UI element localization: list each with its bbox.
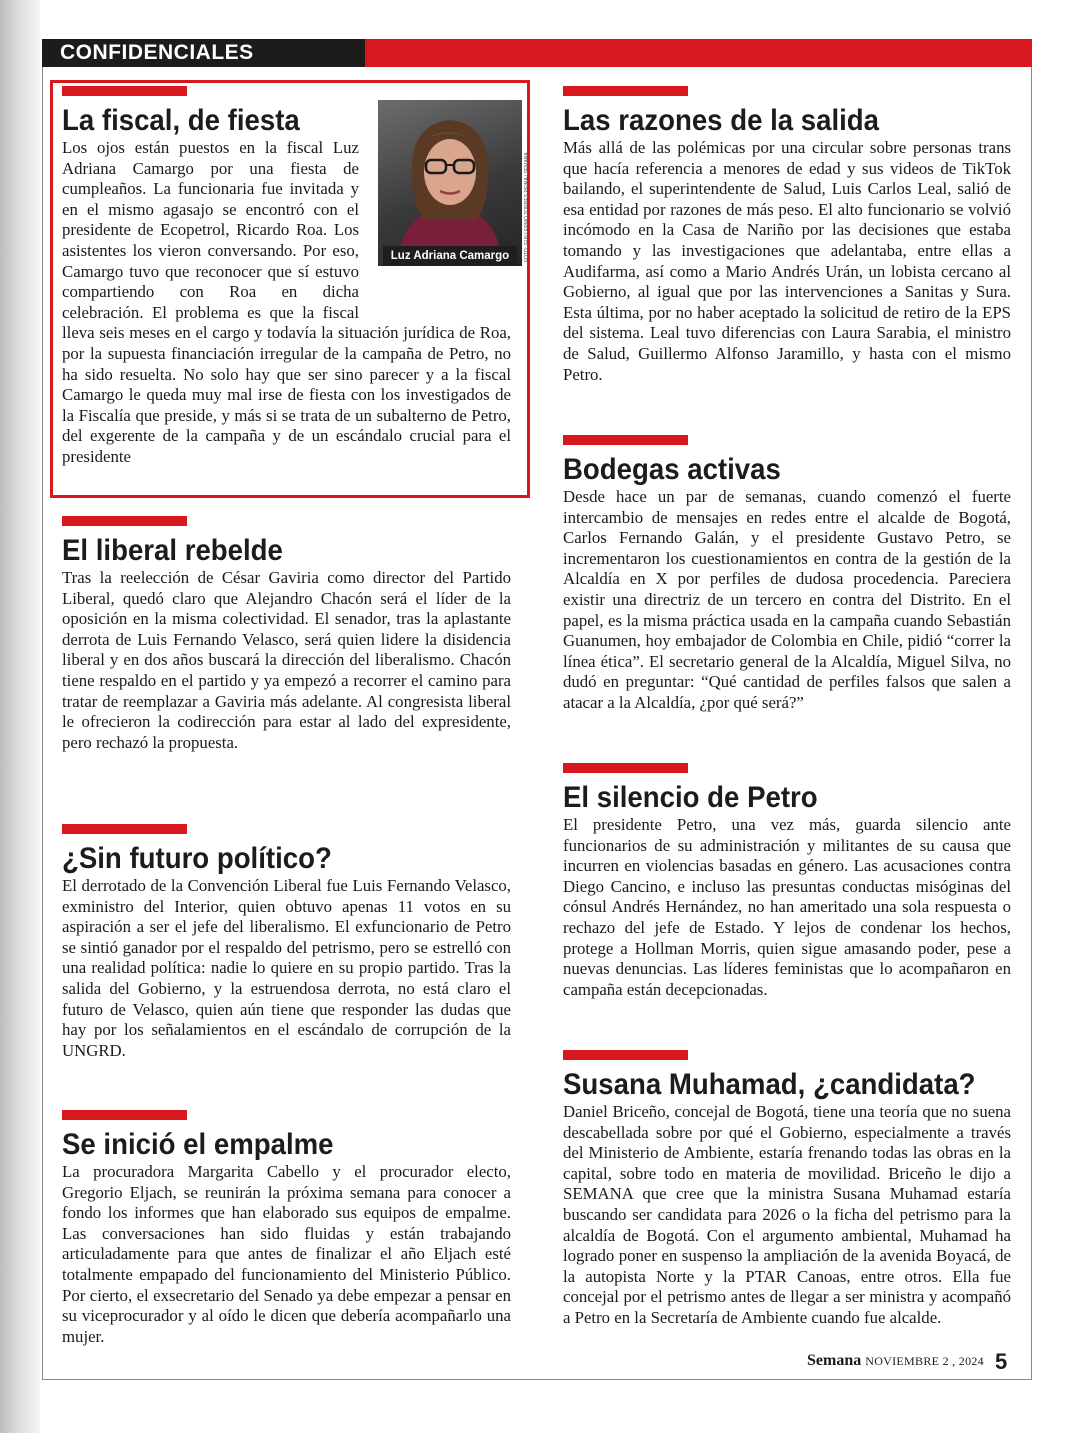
article-headline: ¿Sin futuro político? [62,842,332,875]
article-red-bar [62,1110,187,1120]
article-headline: El liberal rebelde [62,534,283,567]
article-red-bar [563,435,688,445]
photo-caption: Luz Adriana Camargo [383,246,517,266]
article-headline: Se inició el empalme [62,1128,334,1161]
article-body: Más allá de las polémicas por una circular sobre personas trans que hacía referencia a menores de edad y sus videos de TikTok bailando, el superintendente de Salud, Luis Carlos Leal, salió de esa entidad por razones de más peso. El alto funcionario se volvió incómodo en la Casa de Nariño por las decisiones que estaba tomando y las investigaciones que adelantaba, entre ellas a Audifarma, así como a Mario Andrés Urán, un lobista cercano al Gobierno, al igual que por las intervenciones a Sanitas y Sura. Esta última, por no haber aceptado la solicitud de retiro de la EPS del sistema. Leal tuvo diferencias con Laura Sarabia, el ministro de Salud, Guillermo Alfonso Jaramillo, y hasta con el mismo Petro. [563,138,1011,384]
article-body: Daniel Briceño, concejal de Bogotá, tiene una teoría que no suena descabellada sobre por qué el Gobierno, especialmente a través del Ministerio de Ambiente, estaría frenando todas las obras en la capital, sobre todo en materia de movilidad. Briceño le dijo a SEMANA que cree que la ministra Susana Muhamad estaría buscando ser candidata para 2026 o la ficha del petrismo para la alcaldía de Bogotá. Con el argumento ambiental, Muhamad ha logrado poner en suspenso la ampliación de la avenida Boyacá, de la autopista Norte y la PTAR Canoas, entre otros. Ella fue concejal por el petrismo antes de llegar a ser ministra y acompañó a Petro en la Secretaría de Ambiente cuando fue alcalde. [563,1102,1011,1327]
publication-date: NOVIEMBRE 2 , 2024 [865,1354,984,1368]
section-label: CONFIDENCIALES [42,39,365,67]
article-body: Desde hace un par de semanas, cuando comenzó el fuerte intercambio de mensajes en redes entre el alcalde de Bogotá, Carlos Fernando Galán, y el presidente Gustavo Petro, se incrementaron los cuestionamientos en contra de la gestión de la Alcaldía en X por perfiles de dudosa procedencia. Pareciera existir una directriz de un tercero en contra del Distrito. En el papel, es la misma práctica usada en la campaña cuando Sebastián Guanumen, hoy embajador de Colombia en Chile, pidió “correr la línea ética”. El secretario general de la Alcaldía, Miguel Silva, no dudó en preguntar: “Qué cantidad de perfiles falsos que salen a atacar a la Alcaldía, ¿por qué será?” [563,487,1011,712]
article-se-inicio-el-empalme [62,1110,511,1347]
article-red-bar [62,516,187,526]
page-number: 5 [995,1349,1008,1374]
article-red-bar [563,1050,688,1060]
photo-credit: FOTO: GUILLERMO TORRES REINA / SEMANA [524,152,530,262]
article-headline: La fiscal, de fiesta [62,104,300,137]
article-body: El derrotado de la Convención Liberal fue Luis Fernando Velasco, exministro del Interior, quien obtuvo apenas 11 votos en su aspiración a ser el jefe del liberalismo. El exfuncionario de Petro se sintió ganador por el respaldo del petrismo, pero se estrelló con una realidad política: nadie lo quiere en su propio partido. Tras la salida del Gobierno, y la estruendosa derrota, no está claro el futuro de Velasco, quien aún tiene que responder las dudas que hay por los señalamientos en el escándalo de corrupción de la UNGRD. [62,876,511,1060]
article-el-silencio-de-petro [563,763,1011,1000]
article-susana-muhamad-candidata [563,1050,1011,1329]
article-red-bar [563,763,688,773]
article-red-bar [62,86,187,96]
article-el-liberal-rebelde [62,516,511,753]
publication-name: Semana [807,1352,862,1369]
article-body: El presidente Petro, una vez más, guarda silencio ante funcionarios de su administración y militantes de su causa que incurren en violencias basadas en género. Las acusaciones contra Diego Cancino, e incluso las presuntas conductas misóginas del cónsul Andrés Hernández, no han ameritado una sola respuesta o rechazo del jefe de Estado. Y lejos de condenar los hechos, protege a Hollman Morris, quien sigue amasando poder, pese a nuevas denuncias. Las líderes feministas que lo acompañaron en campaña están decepcionadas. [563,815,1011,999]
article-sin-futuro-politico [62,824,511,1061]
page-folio [807,1352,1017,1382]
article-red-bar [62,824,187,834]
article-body: La procuradora Margarita Cabello y el procurador electo, Gregorio Eljach, se reunirán la próxima semana para conocer a fondo los informes que han elaborado sus equipos de empalme. Las conversaciones han sido fluidas y están trabajando articuladamente para que antes de finalizar el año Eljach esté totalmente empapado del funcionamiento del Ministerio Público. Por cierto, el exsecretario del Senado ya debe empezar a pensar en su viceprocurador y al oído le dicen que debería acompañarlo una mujer. [62,1162,511,1346]
portrait-photo [378,100,522,266]
portrait-illustration [378,100,522,266]
article-body: Tras la reelección de César Gaviria como director del Partido Liberal, quedó claro que Alejandro Chacón será el líder de la oposición en la misma colectividad. El senador, tras la aplastante derrota de Luis Fernando Velasco, será quien lidere la disidencia liberal y en dos años buscará la dirección del liberalismo. Chacón tiene respaldo en el partido y ya empezó a recorrer el camino para tratar de reemplazar a Gaviria más adelante. Al congresista liberal le ofrecieron la codirección para estar al lado del expresidente, pero rechazó la propuesta. [62,568,511,752]
article-headline: El silencio de Petro [563,781,818,814]
article-headline: Las razones de la salida [563,104,880,137]
article-headline: Susana Muhamad, ¿candidata? [563,1068,976,1101]
article-red-bar [563,86,688,96]
page-spine-shadow [0,0,40,1433]
article-headline: Bodegas activas [563,453,781,486]
article-body: Los ojos están puestos en la fiscal Luz Adriana Camargo por una fiesta de cumpleaños. La funcionaria fue invitada y en el mismo agasajo se encontró con el presidente de Ecopetrol, Ricardo Roa. Los asistentes los vieron conversando. Por eso, Camargo tuvo que reconocer que sí estuvo compartiendo con Roa en dicha celebración. El problema es que la fiscal lleva seis meses en el cargo y todavía la situación jurídica de Roa, por la supuesta financiación irregular de la campaña de Petro, no ha sido resuelta. No solo hay que ser sino parecer y a la fiscal Camargo le queda muy mal irse de fiesta con los investigados de la Fiscalía que preside, y más si se trata de un subalterno de Petro, del exgerente de la campaña y de un escándalo crucial para el presidente [62,138,511,466]
article-bodegas-activas [563,435,1011,714]
article-las-razones-de-la-salida [563,86,1011,385]
